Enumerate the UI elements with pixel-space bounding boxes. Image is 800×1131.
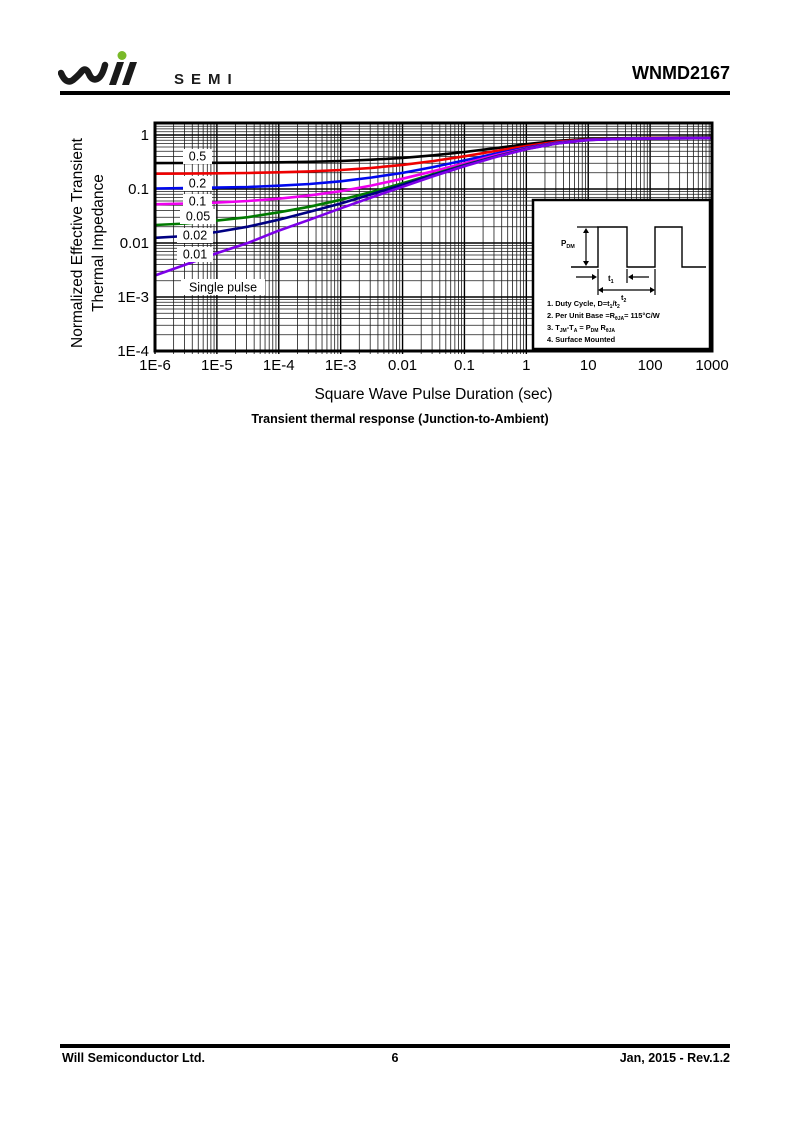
thermal-impedance-chart	[0, 100, 800, 440]
chart-inset	[533, 200, 710, 349]
curve-label: 0.1	[188, 194, 207, 209]
curve-label: 0.5	[188, 149, 207, 164]
inset-text: 2. Per Unit Base $=R_{\theta JA}= 115^\circ C/W$	[547, 311, 660, 322]
part-number: WNMD2167	[631, 63, 730, 83]
inset-text: $P_{DM}$	[561, 239, 575, 250]
inset-text: 1. Duty Cycle, $D=t_1/t_2$	[547, 299, 620, 310]
x-axis-title: Square Wave Pulse Duration (sec)	[314, 386, 553, 403]
x-tick-label: 1E-3	[324, 357, 357, 374]
y-tick-label: 0.01	[119, 235, 149, 252]
inset-text: 3. $T_{JM}-T_A = P_{DM}$ $R_{\theta JA}$	[547, 323, 616, 334]
curve-label: 0.2	[188, 176, 207, 191]
footer-revision: Jan, 2015 - Rev.1.2	[619, 1051, 730, 1065]
curve-d-0.5	[155, 138, 712, 164]
curve-labels	[177, 149, 265, 295]
curve-label: 0.02	[182, 228, 208, 243]
logo-slash-i	[109, 62, 124, 85]
inset-text: $t_2$	[621, 293, 627, 304]
curve-label: 0.05	[185, 209, 211, 224]
logo-wave-stroke	[61, 65, 105, 81]
y-tick-label: 0.1	[128, 181, 149, 198]
logo-green-dot	[118, 51, 127, 60]
footer-rule	[60, 1044, 730, 1048]
x-tick-label: 1E-4	[262, 357, 295, 374]
y-tick-label: 1E-4	[117, 343, 149, 360]
inset-text: 4. Surface Mounted	[547, 335, 616, 344]
x-tick-label: 0.01	[387, 357, 418, 374]
x-tick-label: 1000	[695, 357, 729, 374]
x-tick-label: 100	[637, 357, 663, 374]
x-tick-label: 0.1	[454, 357, 475, 374]
y-tick-label: 1E-3	[117, 289, 149, 306]
x-tick-label: 10	[579, 357, 597, 374]
chart-caption: Transient thermal response (Junction-to-Ambient)	[251, 412, 549, 426]
footer-company: Will Semiconductor Ltd.	[62, 1051, 205, 1065]
header-rule	[60, 91, 730, 95]
x-tick-label: 1E-5	[201, 357, 233, 374]
curve-label: 0.01	[182, 247, 208, 262]
footer-page-number: 6	[391, 1051, 399, 1065]
thermal-chart-svg	[0, 100, 800, 440]
x-tick-label: 1E-6	[139, 357, 171, 374]
logo-slash-l	[122, 62, 137, 85]
will-logo-mark-icon	[58, 48, 158, 94]
y-tick-label: 1	[140, 127, 149, 144]
x-tick-label: 1	[522, 357, 531, 374]
curve-label: Single pulse	[188, 280, 258, 295]
inset-text: $t_1$	[608, 274, 614, 285]
logo-semi-text: SEMI	[174, 71, 239, 88]
y-axis-title-line2: Thermal Impedance	[90, 174, 107, 312]
y-axis-title-line1: Normalized Effective Transient	[69, 138, 86, 348]
